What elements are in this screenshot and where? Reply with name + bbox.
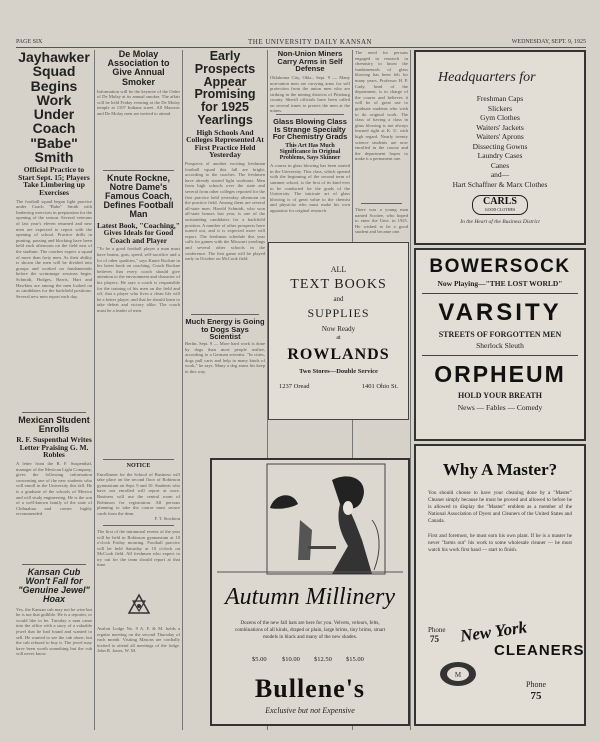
ad-autumn-millinery — [210, 458, 410, 726]
headline-rockne: Knute Rockne, Notre Dame's Famous Coach, Defines Football Man — [103, 172, 174, 220]
column-rule — [94, 50, 95, 730]
divider — [22, 412, 86, 413]
ad-millinery-title: Autumn Millinery — [225, 584, 395, 610]
ad-master-phone-label: Phone — [428, 626, 446, 634]
article-body-verse: There was a young man named Scottee, who hoped to enter the Univ. in 1925. He wished to be a good student and became one. — [355, 207, 408, 235]
article-body-avalon-lodge: Avalon Lodge No. 9 A. F. & M. holds a regular meeting on the second Thursday of each month. Visiting Masons are cordially invited to attend all meetings of the lodge. John R. Jones, W. M. — [97, 625, 180, 654]
masonic-emblem-icon — [97, 593, 180, 622]
article-body-miners: Oklahoma City, Okla., Sept. 9 — Many non-union men are carrying arms for self protection from the union men who are striking in the mining districts of Pittsburg county. Sheriff officials have been called on several times to protect the men at the mines. — [270, 74, 350, 114]
deck-jayhawker: Official Practice to Start Sept. 15; Players Take Limbering up Exercises — [18, 165, 90, 198]
divider — [422, 355, 578, 356]
ad-carls-item: Freshman Caps — [476, 94, 524, 103]
divider — [191, 314, 259, 315]
article-body-intramural: The first of the intramural events of the year will be held in Robinson gymnasium at 10 o'clock Friday morning. Football practice will be held Saturday at 10 o'clock on McCook field. All freshmen who expect to try out for the team should report at that time. — [97, 528, 180, 568]
article-column-1 — [16, 50, 92, 730]
ad-rowlands-now-ready: Now Ready — [321, 325, 356, 333]
ad-millinery-price-list — [252, 656, 368, 666]
notice-title: NOTICE — [126, 463, 151, 470]
ad-carls-logo-text: CARLS — [483, 196, 517, 207]
ad-carls-logo — [472, 195, 528, 215]
divider — [276, 114, 344, 115]
article-body-de-molay: Information will be the keynote of the Order of De Molay at its annual smoker. The affair will be held Friday evening at the De Molay temple at 1107 Indiana street. All Masonic and De Molay men are invited to attend. — [97, 88, 180, 117]
ad-carls-logo-sub: GOOD CLOTHES — [484, 207, 516, 212]
ad-varsity-film: STREETS OF FORGOTTEN MEN — [438, 330, 562, 339]
ad-master-logo-cleaners: CLEANERS — [494, 642, 585, 659]
ad-rowlands-address-1: 1237 Oread — [279, 383, 310, 390]
ad-master-title: Why A Master? — [442, 460, 558, 479]
millinery-illustration-icon — [212, 460, 408, 580]
ad-rowlands-at: at — [336, 335, 341, 341]
headline-yearlings: Early Prospects Appear Promising for 1925 Yearlings — [194, 49, 256, 127]
page-number: PAGE SIX — [16, 39, 43, 45]
masthead — [16, 38, 586, 48]
ad-varsity-sub: Sherlock Sleuth — [476, 341, 524, 350]
article-body-glass-blowing: A course in glass blowing has been started in the University. This class, which opened with the beginning of the second term of summer school, is the first of its kind ever to be conducted for the grads of the University. The intricate art of glass blowing is of great value to the chemist and physicist who must make his own apparatus for original research. — [270, 163, 350, 213]
article-body-rockne: "To be a good football player a man must have brains, guts, speed, self-sacrifice and a lot of other qualities," says Knute Rockne in his latest book on coaching. Coach Rockne believes that every coach should give attention to the environment and character of his players. He says a coach is responsible for the training of his men on the field and off, that a player who lives a clean life will be a better player, and that he should learn to take defeat and victory alike. The coach must be a leader of men. — [97, 246, 180, 313]
headline-glass-blowing: Glass Blowing Class Is Strange Specialty For Chemistry Grads — [272, 116, 348, 142]
divider — [22, 564, 86, 565]
article-column-4 — [270, 50, 350, 240]
ad-carls-item: Dissecting Gowns — [472, 141, 528, 151]
column-rule — [182, 50, 183, 730]
ad-carls-and: and— — [490, 170, 510, 179]
article-body-yearlings: Prospects of another exciting freshman football squad this fall are bright, according to the coaches. The freshmen have already started light workouts. Men from high schools over the state and several from other colleges reported for the first practice held yesterday afternoon on the practice field. Among them are several all-state men. Harold Schmidt, who won all-state honors last year, is one of the outstanding candidates for a backfield position. A number of other prospects have turned out, and it is expected more will report. The freshman schedule this year calls for games with the Missouri yearlings and several other schools in the conference. The first game will be played early in October on McCook field. — [185, 161, 265, 262]
ad-carls-brand: Hart Schaffner & Marx Clothes — [452, 179, 548, 189]
ad-carls-item: Canes — [490, 160, 510, 170]
headline-mexican-student: Mexican Student Enrolls — [18, 414, 90, 434]
ad-why-a-master — [414, 444, 586, 726]
divider — [103, 459, 174, 460]
ad-master-logo-newyork: New York — [458, 617, 529, 646]
ad-varsity-title: VARSITY — [438, 299, 562, 326]
ad-millinery-body: Dozens of the new fall hats are here for you. Velvets, velours, felts, combinations of all kinds, draped or plain, large brims, tiny brims, smart models in black and many of the new shades. — [234, 620, 386, 640]
ad-bowersock-showing: Now Playing—"THE LOST WORLD" — [437, 279, 563, 288]
article-body-glass-blowing-cont: The need for persons engaged in research in chemistry to know the fundamentals of glass blowing has been felt for many years. Professor H. P. Cady, head of the department, is in charge of the course and believes it will be of great use to graduate students who wish to do original work. The class of having a class in glass blowing is not always learned right at K. U. with high regard. Nearly twenty science students are now enrolled in the course and the department hopes to make it a permanent one. — [355, 50, 408, 162]
ad-carls-item: Waiters' Jackets — [476, 122, 524, 132]
ad-millinery-price: $10.00 — [282, 656, 300, 663]
ad-carls-item: Gym Clothes — [480, 113, 520, 122]
divider — [103, 525, 174, 526]
ad-rowlands-supplies — [268, 242, 409, 420]
ad-master-paragraph-2: First and foremost, he must earn his own plant. If he is a master he never "farms out" his work to some wholesale cleaner — he must watch his work first hand — start to finish. — [428, 533, 572, 553]
article-body-dogs: Berlin, Sept. 9 — More hard work is done by dogs than most people realize, according to a German scientist. "In cities, dogs pull carts and help in many kinds of work," he says. Many a dog earns his keep in this way. — [185, 340, 265, 374]
article-column-3 — [185, 49, 265, 374]
ad-carls-headquarters — [414, 50, 586, 245]
ad-rowlands-textbooks: TEXT BOOKS — [290, 277, 387, 292]
article-column-2 — [97, 50, 180, 730]
ad-orpheum-title: ORPHEUM — [434, 361, 566, 387]
divider — [103, 170, 174, 171]
headline-dogs: Much Energy is Going to Dogs Says Scientist — [185, 317, 265, 342]
ad-orpheum-sub: News — Fables — Comedy — [457, 403, 543, 412]
ad-millinery-store-name: Bullene's — [254, 674, 366, 703]
deck-rockne: Latest Book, "Coaching," Gives Ideals for Good Coach and Player — [97, 220, 180, 245]
ad-rowlands-address-2: 1401 Ohio St. — [361, 383, 398, 390]
article-body-kansan-cub: Yes, the Kansan cub may not be wise but he is not that gullible. He is a reporter, or would like to be. Tuesday a man came into the office with a story of a valuable jewel that he had found and wanted to sell. He wanted to see the cub alone, but the cub refused to buy it. The jewel may have been worth something but the cub will never know. — [16, 606, 92, 657]
ad-carls-item: Waiters' Aprons — [476, 132, 524, 141]
notice-signature: F. T. Stockton — [154, 516, 180, 522]
svg-text:M: M — [454, 671, 462, 679]
divider — [361, 203, 402, 204]
deck-mexican-student: R. F. Suspenthal Writes Letter Praising G. M. Robles — [16, 435, 92, 460]
issue-date: WEDNESDAY, SEPT. 9, 1925 — [511, 39, 586, 45]
ad-rowlands-store-name: ROWLANDS — [287, 346, 390, 363]
article-body-jayhawker: The football squad began light practice under Coach "Babe" Smith with limbering exercises in preparation for the opening of the season. Several veterans of last year's eleven returned and new men are expected to report with the opening of school. Practice drills in punting, passing and blocking have been held each afternoon on the field east of the stadium. The coaches expect a squad of more than forty men. As their ability is shown the men will be divided into groups and worked on fundamentals before the scrimmage sessions begin. Schmidt, Hodges, Harris, Hart and Hawkins are among the men looked on as candidates for the backfield positions. Several new men report each day. — [16, 198, 92, 299]
ad-orpheum-film: HOLD YOUR BREATH — [457, 391, 542, 400]
master-cleaner-emblem-icon — [438, 660, 478, 688]
ad-millinery-price: $12.50 — [314, 656, 332, 663]
headline-miners: Non-Union Miners Carry Arms in Self Defense — [277, 49, 343, 74]
deck-yearlings: High Schools And Colleges Represented At First Practice Held Yesterday — [186, 127, 264, 160]
newspaper-title: THE UNIVERSITY DAILY KANSAN — [248, 38, 373, 46]
ad-millinery-price: $15.00 — [346, 656, 364, 663]
ad-master-phone2-label: Phone — [526, 680, 546, 689]
ad-carls-title: Headquarters for — [438, 70, 536, 85]
ad-rowlands-tagline: Two Stores—Double Service — [299, 368, 378, 375]
headline-de-molay: De Molay Association to Give Annual Smoker — [107, 49, 170, 87]
article-column-5 — [355, 50, 408, 240]
ad-carls-item-list — [416, 94, 584, 189]
ad-master-paragraph-1: You should choose to have your cleaning done by a "Master" Cleaner simply because he must be proved and allowed to before he is allowed to display the "Master" emblem as a member of the National Association of Dyers and Cleaners of the United States and Canada. — [428, 490, 572, 524]
ad-rowlands-supplies-text: SUPPLIES — [307, 306, 370, 320]
ad-carls-footer: In the Heart of the Business District — [460, 219, 540, 225]
deck-glass-blowing: This Art Has Much Significance in Original Problems, Says Skinner — [279, 142, 341, 162]
notice-body: Enrollment for the School of Business will take place on the second floor of Robinson gymnasium on Sept. 9 and 10. Students who have not enrolled will report at once. Business will use the central room of Robinson for registration. All persons planning to take the course must secure cards from the dean. — [97, 471, 180, 516]
ad-bowersock-title: BOWERSOCK — [429, 256, 571, 277]
article-body-mexican-student: A letter from the R. F. Suspenthal, manager of the Mexican Light Company, gives the following information concerning one of the new students who will enroll in the University this fall. He is a graduate of the schools of Mexico and will study engineering. He is the son of a well-known family of the state of Chihuahua and comes highly recommended. — [16, 460, 92, 517]
ad-rowlands-and: and — [333, 295, 344, 303]
ad-millinery-tagline: Exclusive but not Expensive — [265, 706, 355, 715]
ad-millinery-price: $5.00 — [252, 656, 267, 663]
ad-master-phone: 75 — [430, 634, 439, 644]
ad-theaters — [414, 248, 586, 441]
ad-master-phone2: 75 — [530, 690, 542, 702]
ad-rowlands-line-all: ALL — [330, 265, 347, 274]
ad-carls-item: Laundry Cases — [477, 151, 523, 160]
headline-kansan-cub: Kansan Cub Won't Fall for "Genuine Jewel" Hoax — [18, 566, 90, 605]
headline-jayhawker: Jayhawker Squad Begins Work Under Coach "Babe" Smith — [18, 49, 90, 165]
ad-carls-item: Slickers — [487, 103, 513, 113]
column-rule — [410, 50, 411, 730]
divider — [422, 293, 578, 294]
